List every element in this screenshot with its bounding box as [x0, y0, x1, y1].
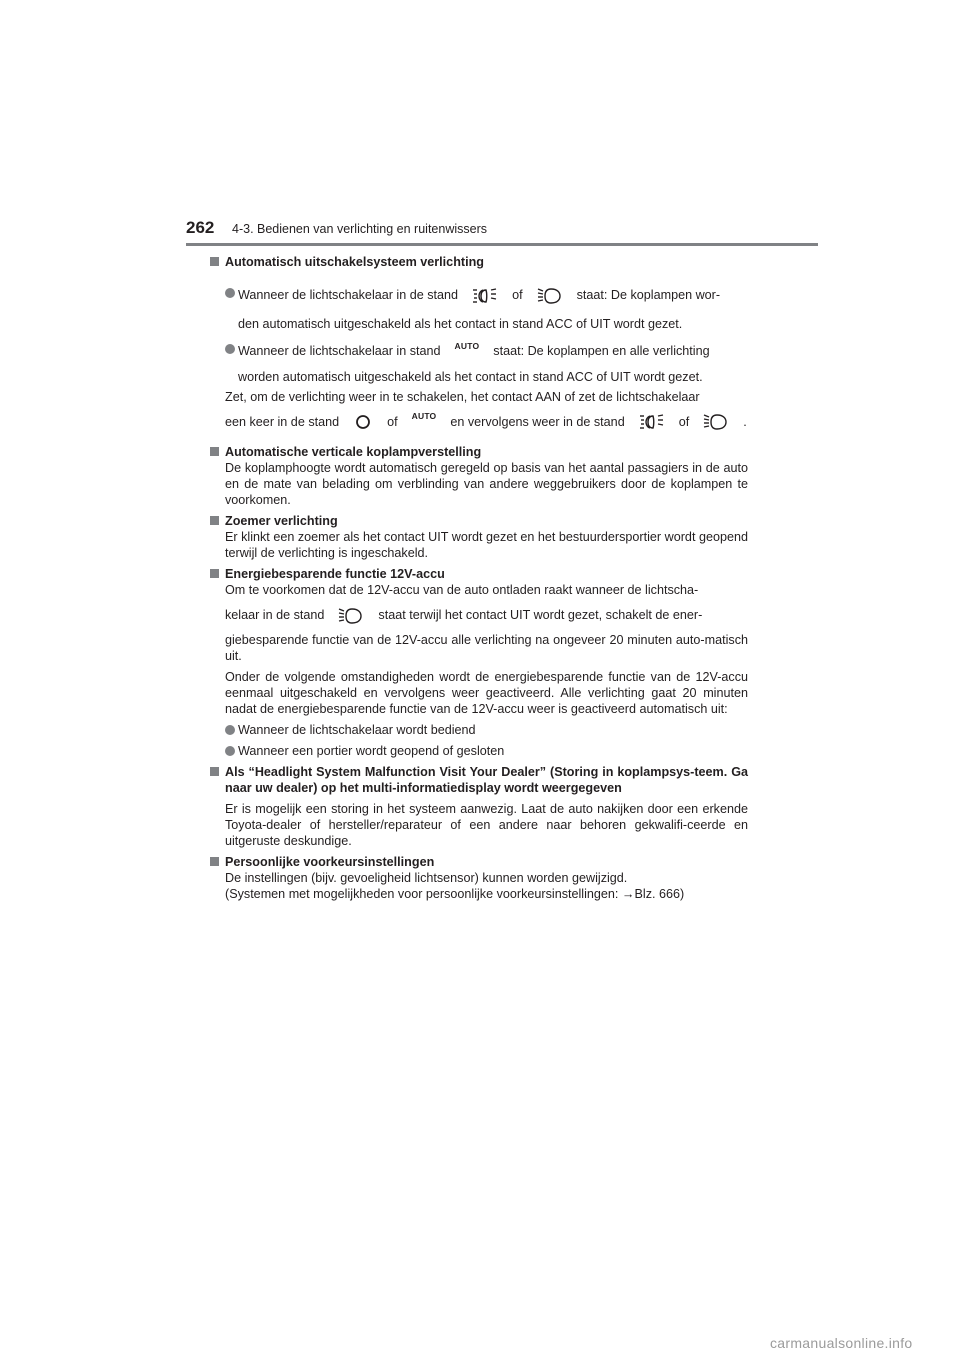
section-square-icon: [210, 857, 219, 866]
watermark: carmanualsonline.info: [770, 1335, 913, 1351]
bullet-text: Wanneer de lichtschakelaar in de stand of staat: De koplampen wor-: [238, 278, 748, 312]
section-battery-saver: [208, 566, 748, 759]
section-title: Automatische verticale koplampverstelling: [225, 445, 482, 460]
bullet-item: [225, 278, 748, 332]
section-square-icon: [210, 767, 219, 776]
headlight-icon: [639, 413, 665, 431]
light-off-icon: [353, 413, 373, 431]
section-square-icon: [210, 447, 219, 456]
paragraph: Onder de volgende omstandigheden wordt de energiebesparende functie van de 12V-accu eenmaal uitgeschakeld en vervolgens weer geactiveerd. Alle verlichting gaat 20 minuten nadat de energiebesparende functie van de 12V-accu weer is geactiveerd automatisch uit:: [225, 670, 748, 717]
section-title: Energiebesparende functie 12V-accu: [225, 567, 445, 582]
section-vertical-leveling: [208, 444, 748, 508]
paragraph: giebesparende functie van de 12V-accu alle verlichting na ongeveer 20 minuten auto-matisch uit.: [225, 633, 748, 664]
page-number: 262: [186, 218, 215, 237]
tail-light-icon: [338, 607, 364, 625]
bullet-icon: [225, 288, 235, 298]
section-auto-off: [208, 254, 748, 439]
paragraph: Om te voorkomen dat de 12V-accu van de auto ontladen raakt wanneer de lichtscha-: [225, 583, 699, 598]
paragraph: De koplamphoogte wordt automatisch geregeld op basis van het aantal passagiers in de auto en de mate van belading om verblinding van andere weggebruikers door de koplampen te voorkomen.: [225, 461, 748, 508]
section-title: Als “Headlight System Malfunction Visit Your Dealer” (Storing in koplampsys-teem. Ga naar uw dealer) op het multi-informatiedisplay wordt weergegeven: [225, 765, 748, 796]
paragraph: Er klinkt een zoemer als het contact UIT wordt gezet en het bestuurdersportier wordt geopend terwijl de verlichting is ingeschakeld.: [225, 530, 748, 561]
bullet-icon: [225, 725, 235, 735]
bullet-text: Wanneer de lichtschakelaar wordt bediend: [238, 723, 476, 738]
section-square-icon: [210, 257, 219, 266]
section-buzzer: [208, 513, 748, 561]
paragraph: (Systemen met mogelijkheden voor persoonlijke voorkeursinstellingen: →Blz. 666): [225, 887, 685, 902]
section-title: Zoemer verlichting: [225, 514, 338, 529]
chapter-title: 4-3. Bedienen van verlichting en ruitenwissers: [232, 222, 487, 236]
bullet-icon: [225, 344, 235, 354]
bullet-item: [225, 334, 748, 385]
section-square-icon: [210, 569, 219, 578]
paragraph: kelaar in de stand staat terwijl het contact UIT wordt gezet, schakelt de ener-: [225, 598, 748, 632]
paragraph: De instellingen (bijv. gevoeligheid lichtsensor) kunnen worden gewijzigd.: [225, 871, 628, 886]
tail-light-icon: [703, 413, 729, 431]
paragraph: een keer in de stand of AUTO en vervolgens weer in de stand of .: [225, 405, 748, 440]
section-title: Automatisch uitschakelsysteem verlichting: [225, 255, 484, 269]
bullet-item: [225, 743, 748, 759]
auto-icon: AUTO: [454, 340, 480, 351]
section-customization: [208, 854, 748, 902]
auto-icon: AUTO: [411, 411, 437, 422]
bullet-text-cont: worden automatisch uitgeschakeld als het contact in stand ACC of UIT wordt gezet.: [238, 369, 703, 384]
paragraph: Er is mogelijk een storing in het systeem aanwezig. Laat de auto nakijken door een erkende Toyota-dealer of hersteller/reparateur of een andere naar behoren gekwalifi-ceerde en uitgeruste deskundige.: [225, 802, 748, 849]
section-title: Persoonlijke voorkeursinstellingen: [225, 855, 435, 870]
section-square-icon: [210, 516, 219, 525]
paragraph: Zet, om de verlichting weer in te schakelen, het contact AAN of zet de lichtschakelaar: [225, 389, 700, 404]
bullet-item: [225, 722, 748, 738]
section-malfunction-message: [208, 764, 748, 849]
tail-light-icon: [537, 287, 563, 305]
page-content: [208, 254, 748, 902]
headlight-icon: [472, 287, 498, 305]
bullet-text: Wanneer een portier wordt geopend of gesloten: [238, 744, 505, 759]
bullet-text-cont: den automatisch uitgeschakeld als het contact in stand ACC of UIT wordt gezet.: [238, 317, 683, 331]
bullet-icon: [225, 746, 235, 756]
bullet-text: Wanneer de lichtschakelaar in stand AUTO staat: De koplampen en alle verlichting: [238, 334, 748, 369]
header-rule: [186, 243, 818, 246]
